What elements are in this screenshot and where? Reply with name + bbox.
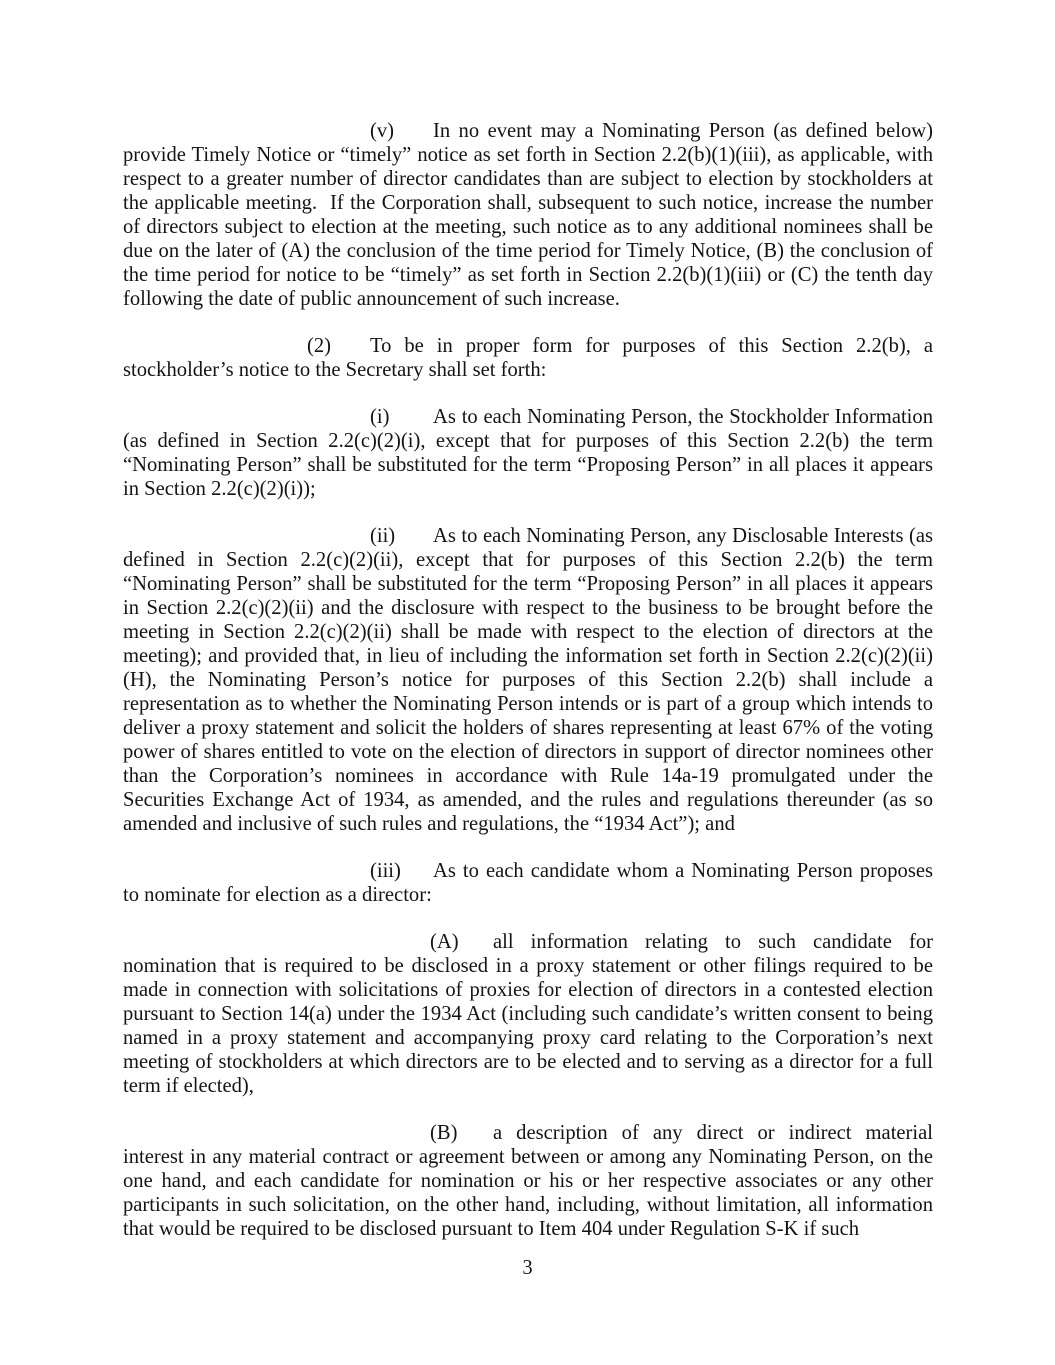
paragraph-B-label: (B) [430, 1122, 458, 1144]
paragraph-iii-label: (iii) [370, 860, 401, 882]
paragraph-iii-text: As to each candidate whom a Nominating Person proposes to nominate for election as a director: [123, 860, 933, 906]
paragraph-ii-text: As to each Nominating Person, any Disclosable Interests (as defined in Section 2.2(c)(2)(ii), except that for purposes of this Section 2.2(b) the term “Nominating Person” shall be substituted for the term “Proposing Person” in all places it appears in Section 2.2(c)(2)(ii) and the disclosure with respect to the business to be brought before the meeting in Section 2.2(c)(2)(ii) shall be made with respect to the election of directors at the meeting); and provided that, in lieu of including the information set forth in Section 2.2(c)(2)(ii)(H), the Nominating Person’s notice for purposes of this Section 2.2(b) shall include a representation as to whether the Nominating Person intends or is part of a group which intends to deliver a proxy statement and solicit the holders of shares representing at least 67% of the voting power of shares entitled to vote on the election of directors in support of director nominees other than the Corporation’s nominees in accordance with Rule 14a-19 promulgated under the Securities Exchange Act of 1934, as amended, and the rules and regulations thereunder (as so amended and inclusive of such rules and regulations, the “1934 Act”); and [123, 525, 933, 835]
paragraph-A [123, 930, 933, 1098]
paragraph-B [123, 1121, 933, 1241]
page-number: 3 [522, 1257, 533, 1279]
paragraph-v [123, 119, 933, 311]
paragraph-A-label: (A) [430, 931, 459, 953]
paragraph-2 [123, 334, 933, 382]
paragraph-iii [123, 859, 933, 907]
paragraph-i-label: (i) [370, 406, 390, 428]
paragraph-A-text: all information relating to such candidate for nomination that is required to be disclosed in a proxy statement or other filings required to be made in connection with solicitations of proxies for election of directors in a contested election pursuant to Section 14(a) under the 1934 Act (including such candidate’s written consent to being named in a proxy statement and accompanying proxy card relating to the Corporation’s next meeting of stockholders at which directors are to be elected and to serving as a director for a full term if elected), [123, 931, 933, 1097]
paragraph-ii-label: (ii) [370, 525, 396, 547]
document-text-block [123, 119, 933, 1241]
paragraph-2-label: (2) [307, 335, 332, 357]
paragraph-B-text: a description of any direct or indirect material interest in any material contract or agreement between or among any Nominating Person, on the one hand, and each candidate for nomination or his or her respective associates or any other participants in such solicitation, on the other hand, including, without limitation, all information that would be required to be disclosed pursuant to Item 404 under Regulation S-K if such [123, 1122, 933, 1240]
paragraph-ii [123, 524, 933, 836]
paragraph-v-text: In no event may a Nominating Person (as defined below) provide Timely Notice or “timely” notice as set forth in Section 2.2(b)(1)(iii), as applicable, with respect to a greater number of director candidates than are subject to election by stockholders at the applicable meeting. If the Corporation shall, subsequent to such notice, increase the number of directors subject to election at the meeting, such notice as to any additional nominees shall be due on the later of (A) the conclusion of the time period for Timely Notice, (B) the conclusion of the time period for notice to be “timely” as set forth in Section 2.2(b)(1)(iii) or (C) the tenth day following the date of public announcement of such increase. [123, 120, 933, 310]
paragraph-i-text: As to each Nominating Person, the Stockholder Information (as defined in Section 2.2(c)(2)(i), except that for purposes of this Section 2.2(b) the term “Nominating Person” shall be substituted for the term “Proposing Person” in all places it appears in Section 2.2(c)(2)(i)); [123, 406, 933, 500]
page-footer [0, 1256, 1055, 1280]
paragraph-v-label: (v) [370, 120, 395, 142]
paragraph-2-text: To be in proper form for purposes of this Section 2.2(b), a stockholder’s notice to the Secretary shall set forth: [123, 335, 933, 381]
paragraph-i [123, 405, 933, 501]
